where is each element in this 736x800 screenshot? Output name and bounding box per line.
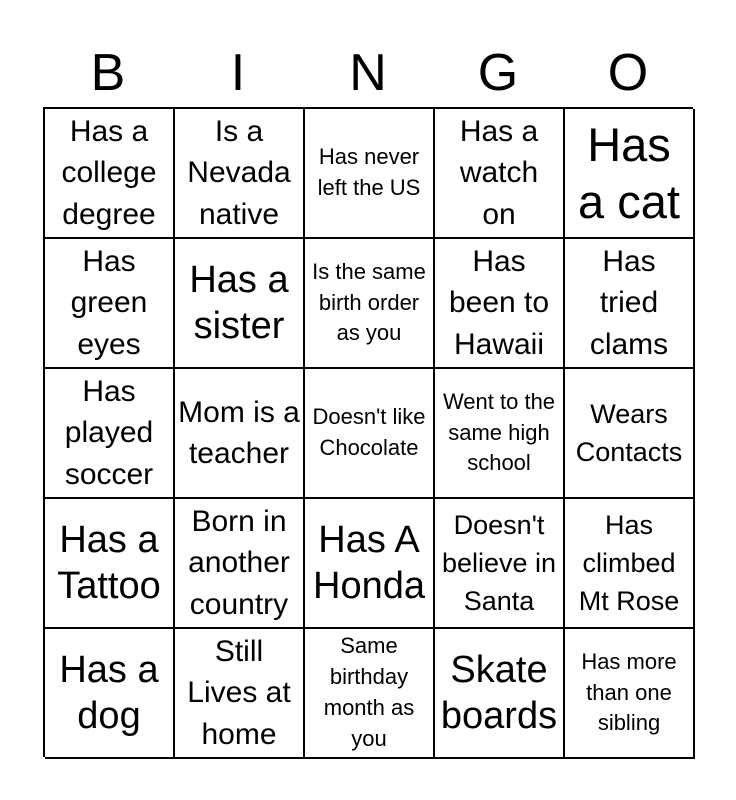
cell-label: Doesn't like Chocolate [312, 404, 426, 460]
cell-label: Wears Contacts [575, 398, 683, 467]
cell-label: Has a dog [59, 648, 159, 737]
cell-label: Has tried clams [589, 244, 669, 361]
bingo-cell[interactable] [45, 499, 175, 629]
cell-label: Has more than one sibling [581, 648, 677, 736]
bingo-cell[interactable] [175, 109, 305, 239]
bingo-cell[interactable] [565, 239, 695, 369]
bingo-cell[interactable] [305, 629, 435, 759]
cell-label: Has climbed Mt Rose [578, 509, 680, 617]
bingo-cell[interactable] [565, 629, 695, 759]
cell-label: Born in another country [188, 504, 290, 621]
bingo-cell[interactable] [565, 499, 695, 629]
bingo-cell[interactable] [305, 369, 435, 499]
bingo-header [43, 40, 693, 106]
cell-label: Has played soccer [64, 374, 154, 491]
header-letter-n: N [349, 44, 387, 102]
cell-label: Still Lives at home [187, 634, 291, 751]
bingo-cell[interactable] [175, 499, 305, 629]
bingo-board [43, 107, 693, 757]
bingo-cell[interactable] [45, 369, 175, 499]
header-letter-o: O [607, 44, 649, 102]
bingo-cell[interactable] [175, 239, 305, 369]
bingo-cell[interactable] [45, 629, 175, 759]
bingo-cell[interactable] [45, 239, 175, 369]
bingo-cell[interactable] [175, 629, 305, 759]
cell-label: Has a college degree [61, 114, 157, 231]
cell-label: Has a watch on [459, 114, 539, 231]
cell-label: Doesn't believe in Santa [441, 509, 557, 617]
cell-label: Has been to Hawaii [448, 244, 550, 361]
bingo-cell[interactable] [435, 109, 565, 239]
cell-label: Is the same birth order as you [312, 258, 426, 346]
bingo-cell[interactable] [305, 109, 435, 239]
cell-label: Same birthday month as you [323, 633, 415, 751]
cell-label: Went to the same high school [442, 388, 556, 476]
cell-label: Has A Honda [313, 518, 425, 607]
bingo-cell[interactable] [435, 369, 565, 499]
cell-label: Mom is a teacher [178, 395, 300, 470]
bingo-cell[interactable] [565, 109, 695, 239]
bingo-cell[interactable] [175, 369, 305, 499]
header-letter-i: I [230, 44, 246, 102]
bingo-cell[interactable] [435, 629, 565, 759]
bingo-cell[interactable] [305, 239, 435, 369]
header-letter-g: G [477, 44, 519, 102]
bingo-cell[interactable] [305, 499, 435, 629]
cell-label: Has a cat [578, 117, 680, 228]
bingo-cell[interactable] [435, 239, 565, 369]
cell-label: Has never left the US [317, 144, 421, 200]
cell-label: Has a sister [189, 258, 289, 347]
bingo-cell[interactable] [565, 369, 695, 499]
bingo-cell[interactable] [435, 499, 565, 629]
cell-label: Skate boards [440, 648, 558, 737]
cell-label: Has green eyes [70, 244, 148, 361]
cell-label: Is a Nevada native [187, 114, 291, 231]
cell-label: Has a Tattoo [57, 518, 161, 607]
header-letter-b: B [90, 44, 126, 102]
bingo-cell[interactable] [45, 109, 175, 239]
